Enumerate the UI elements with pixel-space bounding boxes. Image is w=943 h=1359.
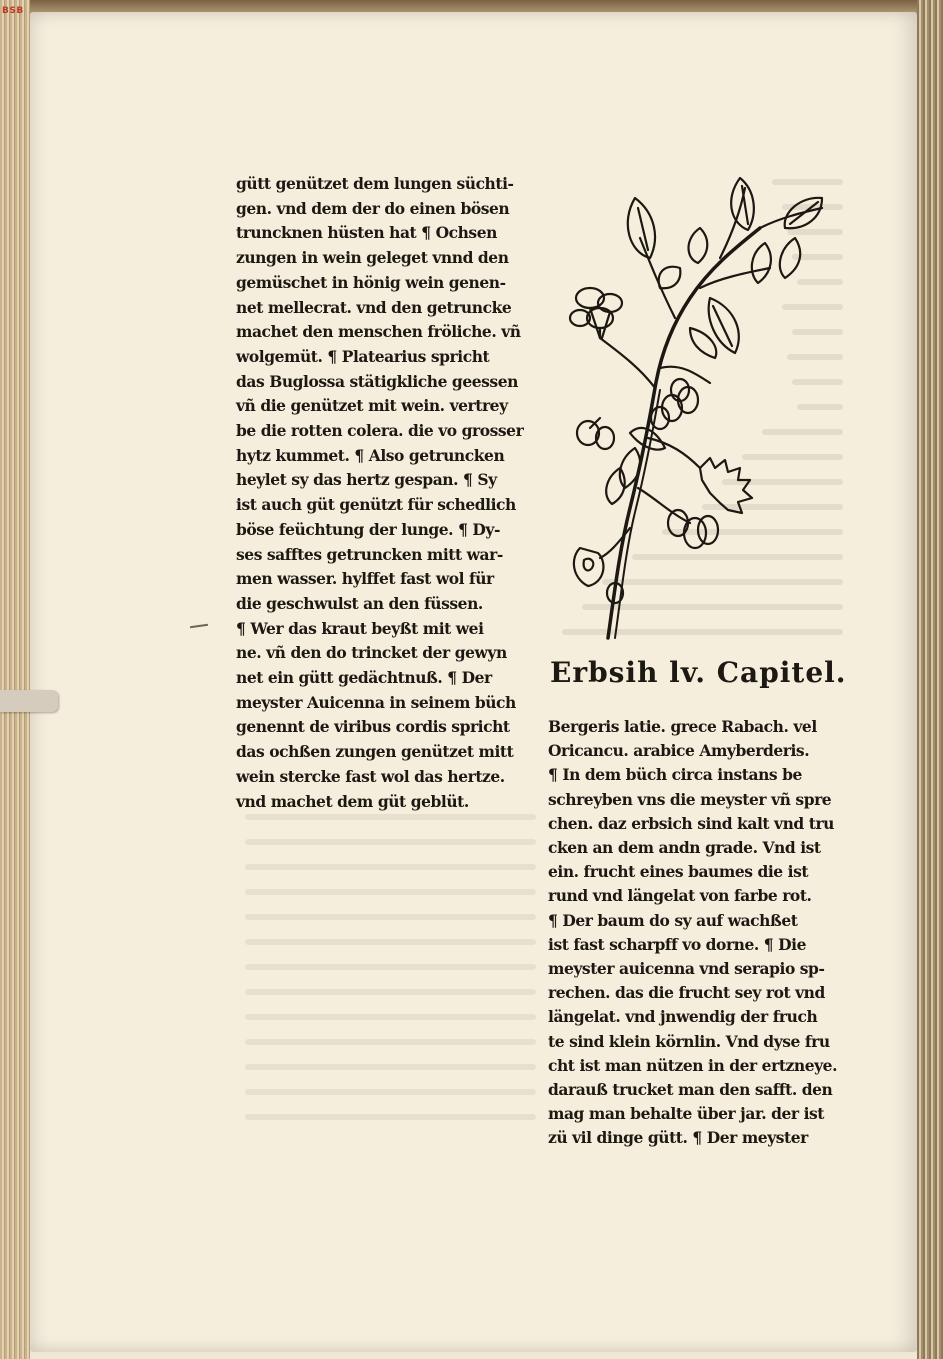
library-stamp: BSB xyxy=(2,6,24,16)
text-line: te sind klein körnlin. Vnd dyse fru xyxy=(548,1031,830,1051)
text-line: ein. frucht eines baumes die ist xyxy=(548,862,809,882)
left-text-column xyxy=(236,172,536,814)
text-line: zungen in wein geleget vnnd den xyxy=(236,248,509,268)
text-line: ist auch güt genützt für schedlich xyxy=(236,495,516,515)
book-left-edge xyxy=(0,0,30,1359)
text-line: cken an dem andn grade. Vnd ist xyxy=(548,838,821,858)
text-line: die geschwulst an den füssen. xyxy=(236,593,483,613)
text-line: gen. vnd dem der do einen bösen xyxy=(236,198,510,218)
text-line: zü vil dinge gütt. ¶ Der meyster xyxy=(548,1128,808,1148)
text-line: rechen. das die frucht sey rot vnd xyxy=(548,983,825,1003)
text-line: ¶ Wer das kraut beyßt mit wei xyxy=(236,618,484,638)
right-text-column xyxy=(548,715,848,1151)
text-line: vnd machet dem güt geblüt. xyxy=(236,791,469,811)
text-line: wolgemüt. ¶ Platearius spricht xyxy=(236,346,490,366)
text-line: Bergeris latie. grece Rabach. vel xyxy=(548,717,817,736)
text-line: mag man behalte über jar. der ist xyxy=(548,1104,825,1124)
text-line: schreyben vns die meyster vñ spre xyxy=(548,789,832,809)
page-tab-marker xyxy=(0,690,58,712)
text-line: vñ die genützet mit wein. vertrey xyxy=(236,396,508,416)
show-through-left xyxy=(243,805,538,1135)
text-line: darauß trucket man den safft. den xyxy=(548,1080,833,1100)
text-line: Oricancu. arabice Amyberderis. xyxy=(548,741,810,761)
text-line: be die rotten colera. die vo grosser xyxy=(236,421,524,441)
text-line: gemüschet in hönig wein genen- xyxy=(236,272,506,292)
text-line: machet den menschen fröliche. vñ xyxy=(236,322,521,342)
text-line: böse feüchtung der lunge. ¶ Dy- xyxy=(236,519,500,539)
text-line: men wasser. hylffet fast wol für xyxy=(236,569,494,589)
text-line: ses safftes getruncken mitt war- xyxy=(236,544,503,564)
show-through-left-lines xyxy=(243,805,538,1135)
text-line: längelat. vnd jnwendig der fruch xyxy=(548,1007,818,1027)
text-line: hytz kummet. ¶ Also getruncken xyxy=(236,445,505,465)
text-line: ne. vñ den do trincket der gewyn xyxy=(236,643,507,663)
text-line: das ochßen zungen genützet mitt xyxy=(236,742,514,762)
text-line: das Buglossa stätigkliche geessen xyxy=(236,371,518,391)
text-line: meyster Auicenna in seinem büch xyxy=(236,692,516,712)
text-line: ¶ Der baum do sy auf wachßet xyxy=(548,910,798,930)
text-line: net ein gütt gedächtnuß. ¶ Der xyxy=(236,668,492,688)
text-line: gütt genützet dem lungen süchti- xyxy=(236,174,514,193)
book-right-edge xyxy=(917,0,943,1359)
text-line: chen. daz erbsich sind kalt vnd tru xyxy=(548,813,834,833)
text-line: rund vnd längelat von farbe rot. xyxy=(548,886,812,906)
text-line: ist fast scharpff vo dorne. ¶ Die xyxy=(548,934,806,954)
text-line: wein stercke fast wol das hertze. xyxy=(236,766,505,786)
text-line: genennt de viribus cordis spricht xyxy=(236,717,510,737)
text-line: ¶ In dem büch circa instans be xyxy=(548,765,802,785)
text-line: cht ist man nützen in der ertzneye. xyxy=(548,1055,838,1075)
text-line: meyster auicenna vnd serapio sp- xyxy=(548,959,825,979)
text-line: truncknen hüsten hat ¶ Ochsen xyxy=(236,223,497,243)
plant-woodcut-illustration xyxy=(560,168,840,648)
text-line: net mellecrat. vnd den getruncke xyxy=(236,297,512,317)
text-line: heylet sy das hertz gespan. ¶ Sy xyxy=(236,470,497,490)
chapter-heading: Erbsih lv. Capitel. xyxy=(550,656,847,689)
